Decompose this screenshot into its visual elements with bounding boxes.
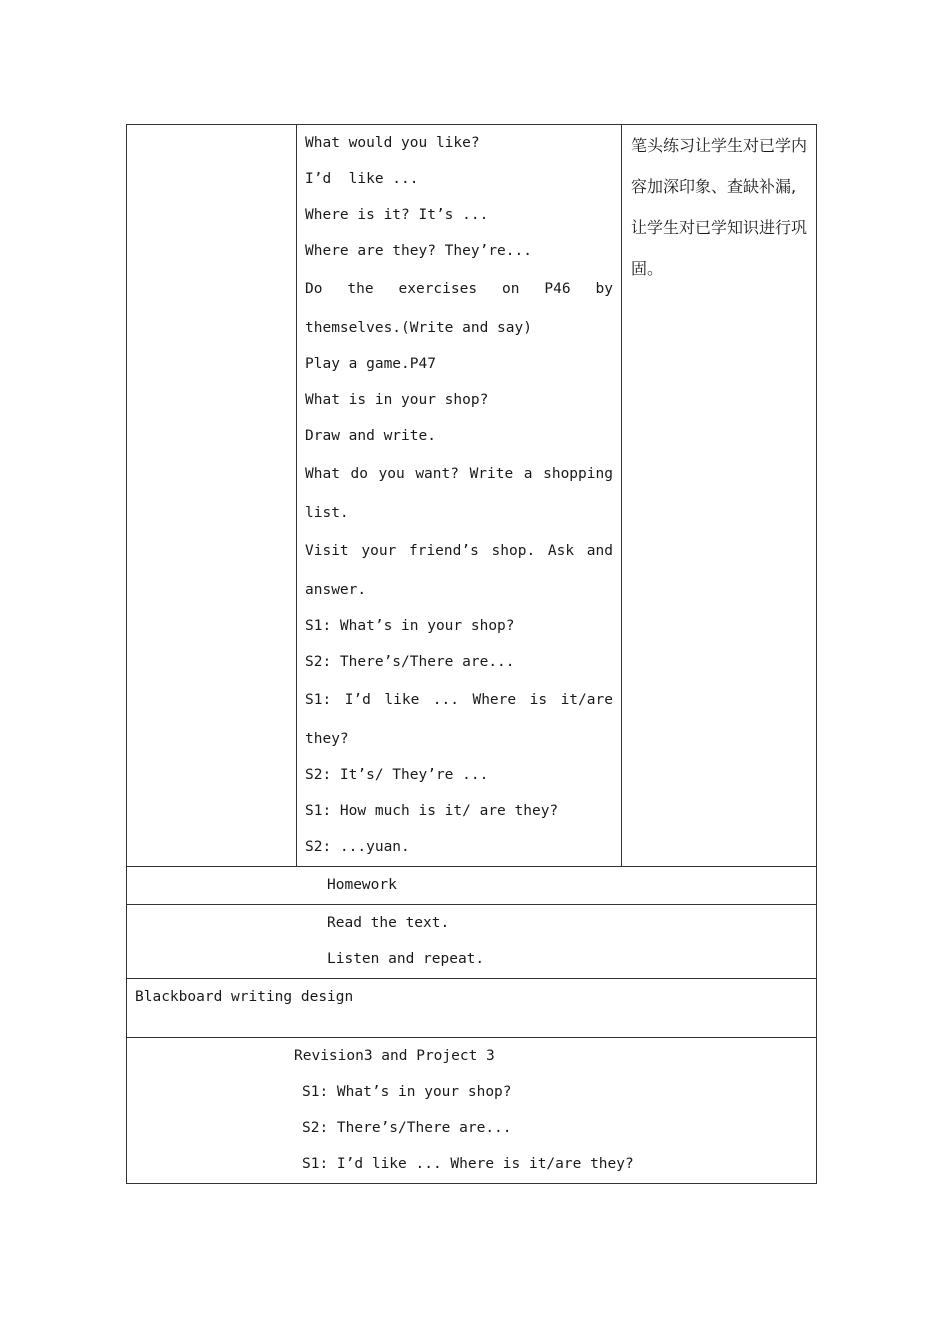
activity-line-exercises-a: Do the exercises on P46 by bbox=[305, 281, 613, 297]
activity-line-shopping-a: What do you want? Write a shopping bbox=[305, 466, 613, 482]
activity-row bbox=[127, 125, 817, 867]
activity-line: S1: How much is it/ are they? bbox=[305, 803, 559, 819]
homework-items-cell bbox=[127, 905, 817, 979]
purpose-note: 笔头练习让学生对已学内容加深印象、查缺补漏,让学生对已学知识进行巩固。 bbox=[631, 136, 808, 278]
activity-line-ask-a: S1: I’d like ... Where is it/are bbox=[305, 692, 613, 708]
blackboard-title: Revision3 and Project 3 bbox=[294, 1048, 495, 1064]
activity-line-visit-b: answer. bbox=[305, 582, 367, 598]
homework-items-row bbox=[127, 905, 817, 979]
activity-line: What is in your shop? bbox=[305, 392, 489, 408]
activity-line: Draw and write. bbox=[305, 428, 436, 444]
activity-line: Where are they? They’re... bbox=[305, 243, 532, 259]
lesson-plan-table bbox=[126, 124, 817, 1184]
activity-line: Play a game.P47 bbox=[305, 356, 436, 372]
homework-title-cell bbox=[127, 867, 817, 905]
activity-line: S2: It’s/ They’re ... bbox=[305, 767, 489, 783]
empty-step-cell bbox=[127, 125, 297, 867]
activity-line-ask-b: they? bbox=[305, 731, 349, 747]
activity-line: S2: There’s/There are... bbox=[305, 654, 515, 670]
blackboard-heading-row bbox=[127, 979, 817, 1038]
activity-line: S2: ...yuan. bbox=[305, 839, 410, 855]
blackboard-content-row bbox=[127, 1038, 817, 1184]
activity-line: What would you like? bbox=[305, 135, 480, 151]
blackboard-heading-cell bbox=[127, 979, 817, 1038]
activity-line-exercises-b: themselves.(Write and say) bbox=[305, 320, 532, 336]
activity-line: I’d like ... bbox=[305, 171, 419, 187]
activity-line-visit-a: Visit your friend’s shop. Ask and bbox=[305, 543, 613, 559]
activity-line: S1: What’s in your shop? bbox=[305, 618, 515, 634]
blackboard-line: S1: What’s in your shop? bbox=[302, 1084, 512, 1100]
homework-item: Read the text. bbox=[327, 915, 450, 931]
blackboard-line: S1: I’d like ... Where is it/are they? bbox=[302, 1156, 634, 1172]
homework-title: Homework bbox=[327, 877, 397, 893]
purpose-cell bbox=[622, 125, 817, 867]
activity-cell bbox=[297, 125, 622, 867]
homework-title-row bbox=[127, 867, 817, 905]
homework-item: Listen and repeat. bbox=[327, 951, 485, 967]
blackboard-line: S2: There’s/There are... bbox=[302, 1120, 512, 1136]
activity-line-shopping-b: list. bbox=[305, 505, 349, 521]
blackboard-heading: Blackboard writing design bbox=[135, 989, 354, 1005]
activity-line: Where is it? It’s ... bbox=[305, 207, 489, 223]
blackboard-content-cell bbox=[127, 1038, 817, 1184]
